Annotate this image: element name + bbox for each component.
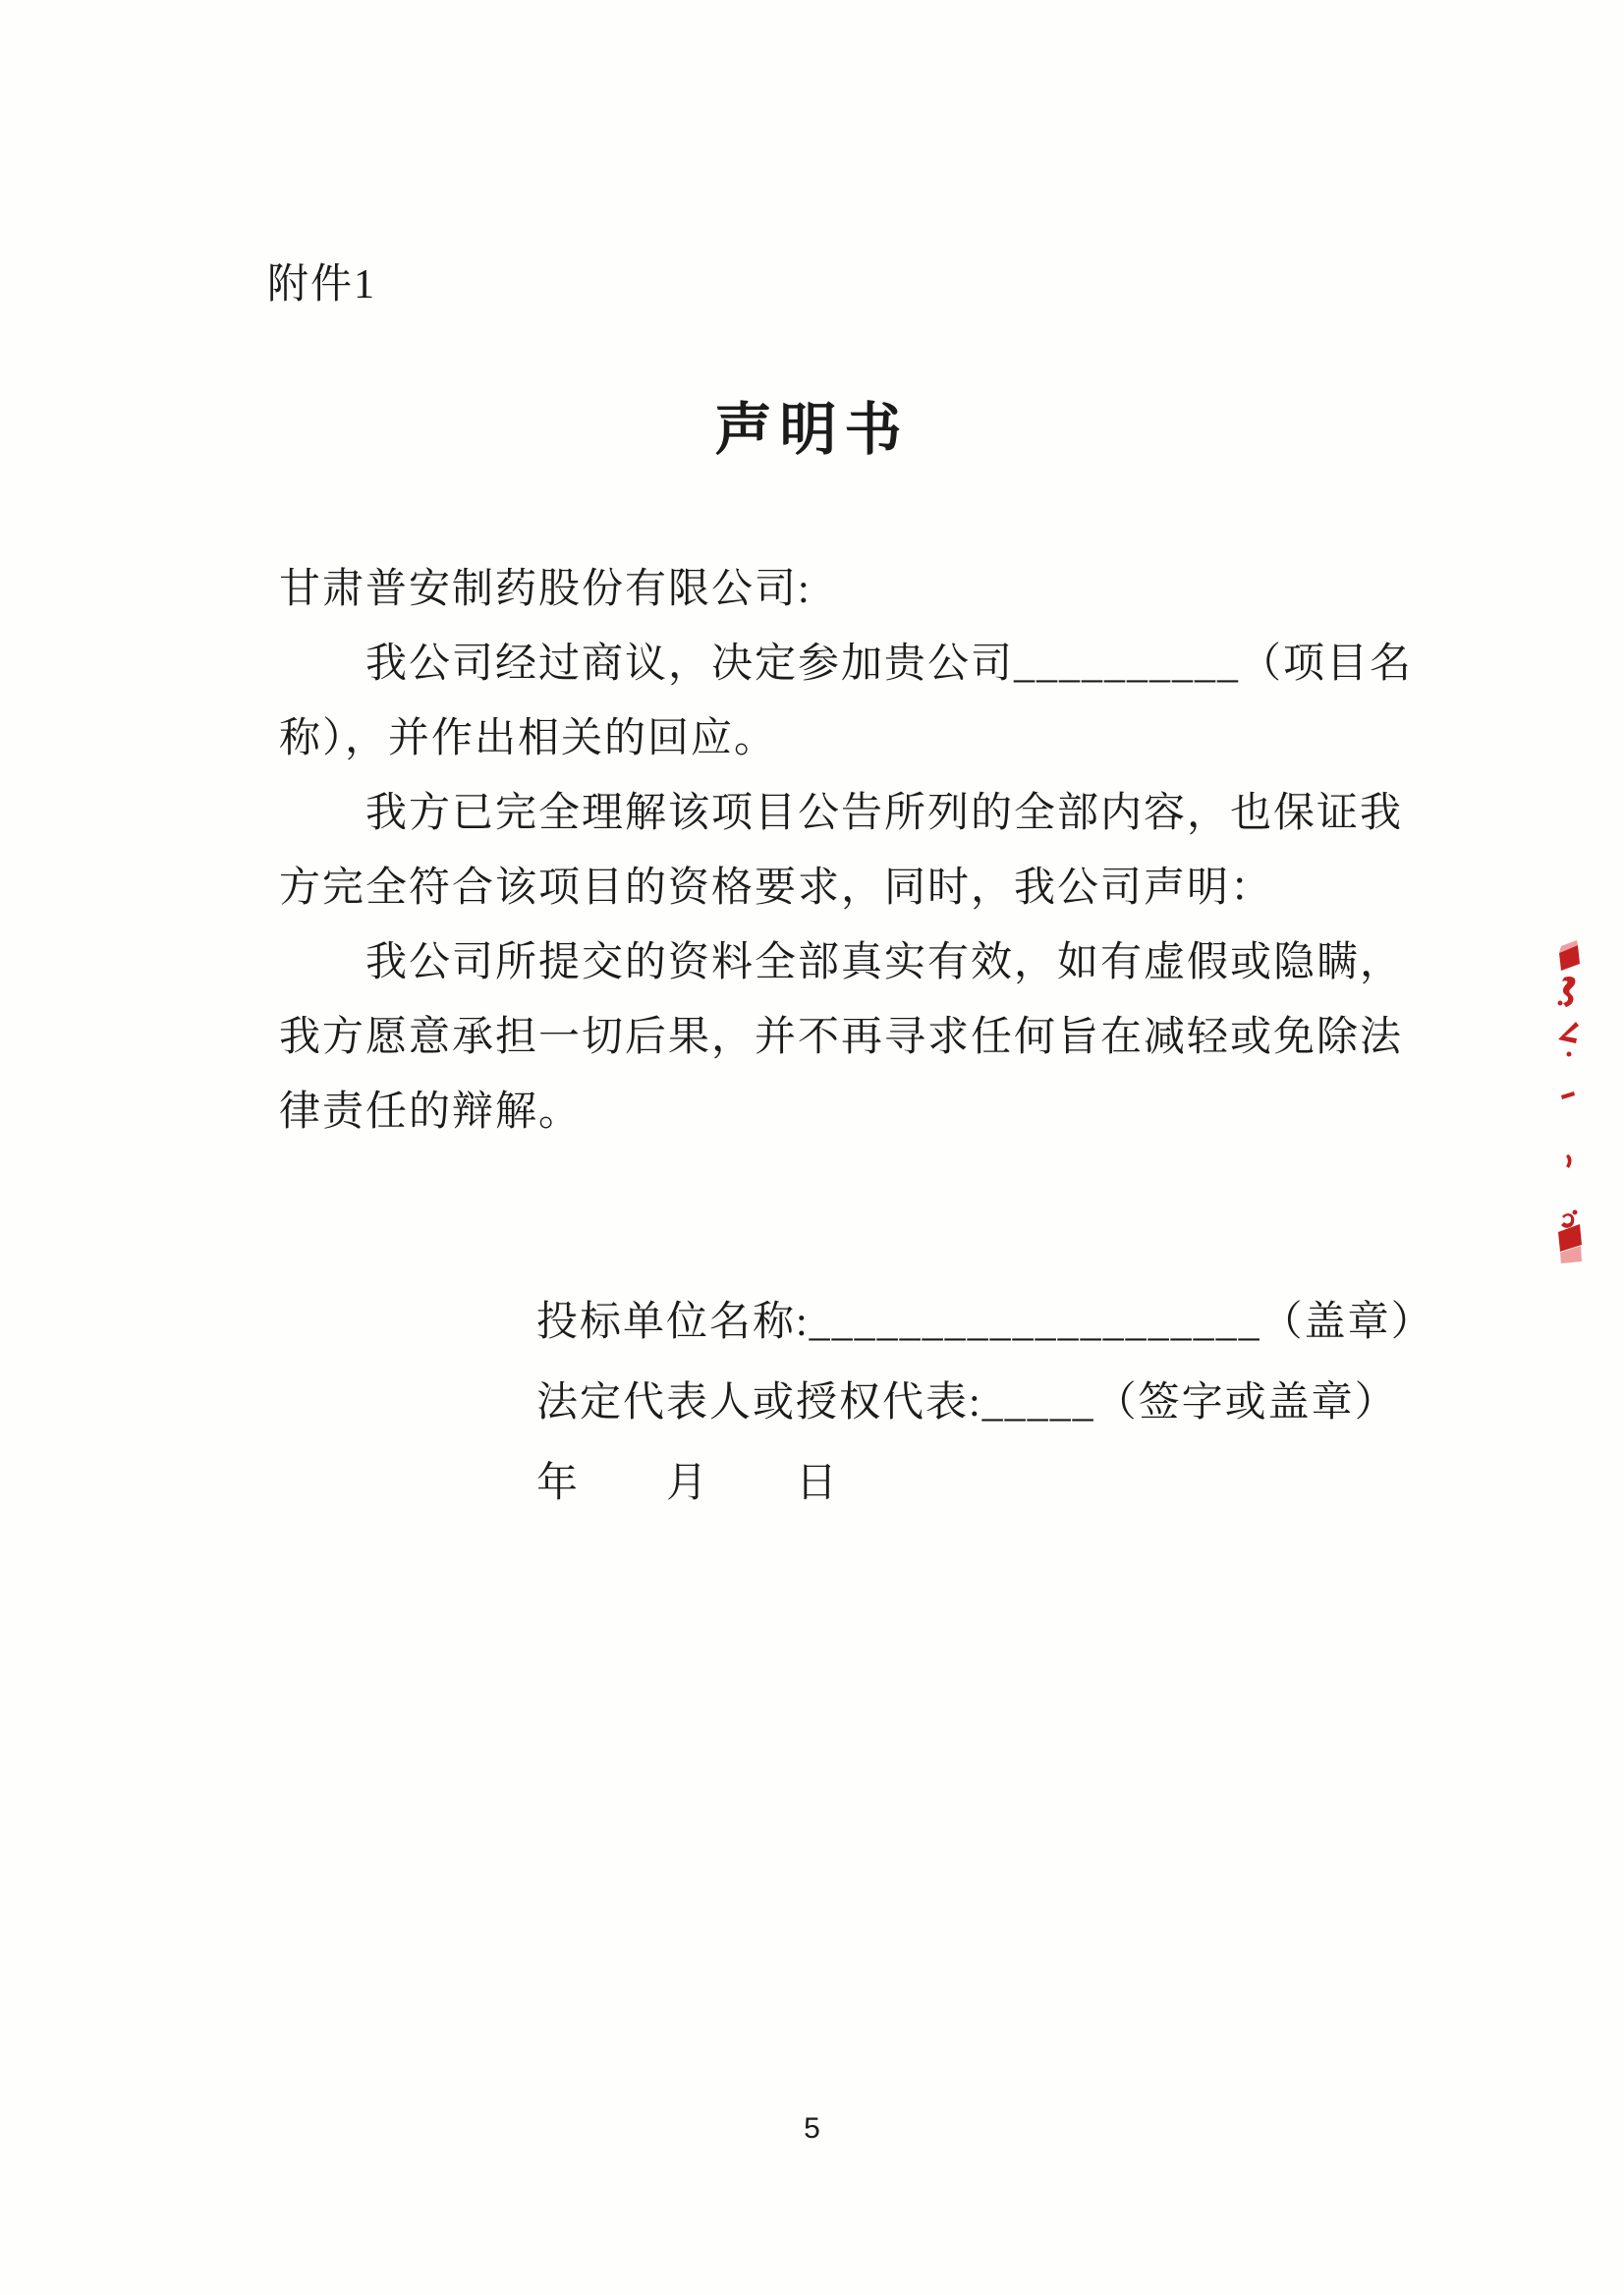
signature-line-company: 投标单位名称:____________________（盖章） xyxy=(536,1300,1434,1345)
body-line-recipient: 甘肃普安制药股份有限公司: xyxy=(279,567,812,612)
body-line: 我方已完全理解该项目公告所列的全部内容，也保证我 xyxy=(365,791,1404,836)
signature-block xyxy=(536,1282,1434,1524)
body-line: 称），并作出相关的回应。 xyxy=(279,716,778,761)
body-line: 我方愿意承担一切后果，并不再寻求任何旨在减轻或免除法 xyxy=(279,1015,1404,1060)
document-title: 声明书 xyxy=(714,398,910,462)
body-line: 我公司所提交的资料全部真实有效，如有虚假或隐瞒， xyxy=(365,940,1404,985)
page-number: 5 xyxy=(804,2112,820,2145)
body-line: 方完全符合该项目的资格要求，同时，我公司声明： xyxy=(279,866,1274,911)
body-line: 律责任的辩解。 xyxy=(279,1090,583,1135)
attachment-label: 附件1 xyxy=(267,262,377,308)
body-line: 我公司经过商议，决定参加贵公司__________（项目名 xyxy=(365,642,1414,687)
red-stamp-icon xyxy=(1547,931,1606,1265)
body-text xyxy=(279,552,1413,1149)
signature-line-representative: 法定代表人或授权代表:_____（签字或盖章） xyxy=(536,1380,1398,1426)
signature-date-line: 年 月 日 xyxy=(536,1461,840,1506)
